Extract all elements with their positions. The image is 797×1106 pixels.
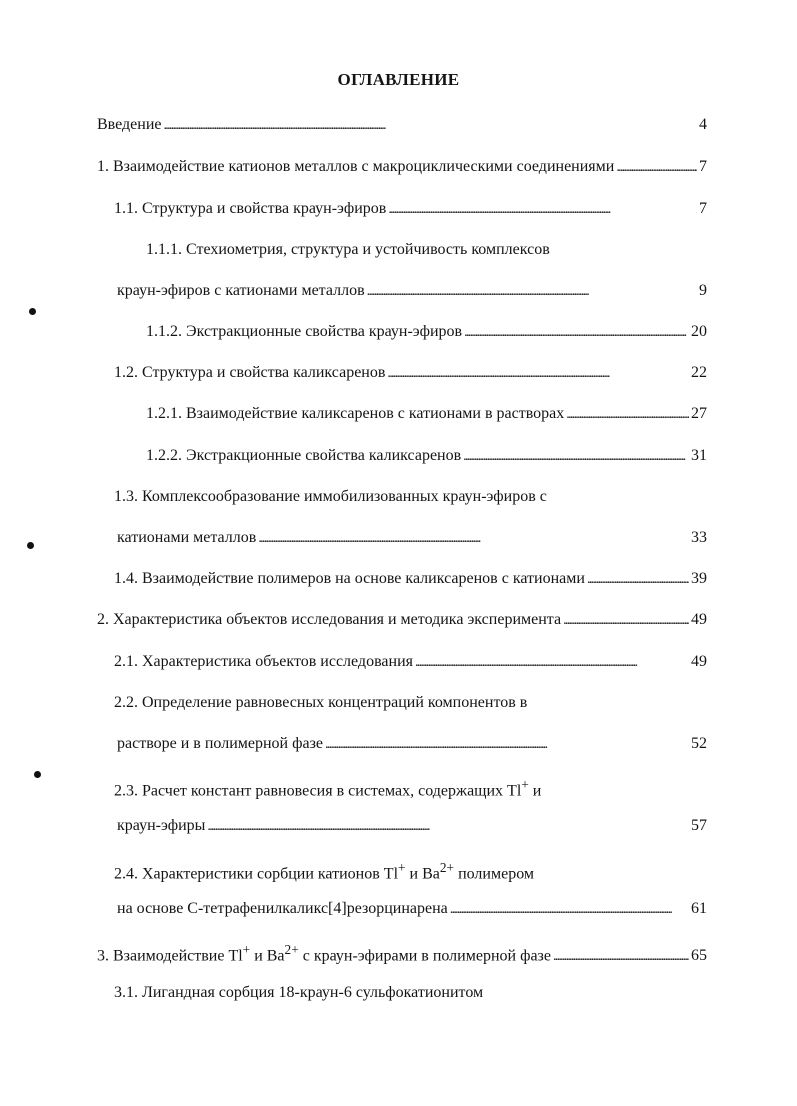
page-number: 57 — [691, 817, 707, 834]
scan-hole-mark — [34, 771, 41, 778]
toc-entry-1-3-cont[interactable] — [117, 527, 707, 549]
page-number: 20 — [691, 323, 707, 340]
entry-text: на основе С-тетрафенилкаликс[4]резорцинарена — [117, 900, 448, 917]
entry-text: 1.2.1. Взаимодействие каликсаренов с катионами в растворах — [146, 405, 565, 422]
toc-entry-2-1[interactable] — [114, 651, 707, 673]
page-number: 4 — [699, 116, 707, 133]
entry-text: Введение — [97, 116, 162, 133]
scan-hole-mark — [29, 308, 36, 315]
entry-text-part: 3. Взаимодействие Tl — [97, 947, 243, 965]
page-number: 49 — [691, 611, 707, 628]
page-number: 61 — [691, 900, 707, 917]
entry-text: 1.2.2. Экстракционные свойства каликсаренов — [146, 447, 462, 464]
entry-text: 3.1. Лигандная сорбция 18-краун-6 сульфокатионитом — [114, 984, 484, 1001]
dot-leader — [566, 403, 689, 426]
dot-leader — [616, 156, 697, 179]
entry-text: 1.1.2. Экстракционные свойства краун-эфиров — [146, 323, 463, 340]
dot-leader — [553, 945, 689, 968]
toc-entry-2-2-cont[interactable] — [117, 733, 707, 755]
entry-text: растворе и в полимерной фазе — [117, 735, 323, 752]
charge-superscript: + — [521, 777, 529, 792]
dot-leader — [387, 362, 689, 385]
entry-text: 1.1. Структура и свойства краун-эфиров — [114, 200, 387, 217]
toc-entry-1-1-2[interactable] — [146, 321, 707, 343]
dot-leader — [563, 609, 689, 632]
toc-entry-2-4-cont[interactable] — [117, 898, 707, 920]
entry-text: 2.2. Определение равновесных концентраций компонентов в — [114, 694, 528, 711]
entry-text: 1. Взаимодействие катионов металлов с макроциклическими соединениями — [97, 158, 615, 175]
entry-text: 1.1.1. Стехиометрия, структура и устойчивость комплексов — [146, 241, 550, 258]
charge-superscript: + — [398, 860, 406, 875]
dot-leader — [207, 815, 689, 838]
entry-text: 1.3. Комплексообразование иммобилизованных краун-эфиров с — [114, 488, 547, 505]
charge-superscript: + — [242, 942, 251, 957]
dot-leader — [450, 898, 689, 921]
toc-entry-1-3[interactable] — [114, 486, 547, 508]
toc-entry-3-1[interactable] — [114, 982, 483, 1004]
entry-text-part: и Ba — [405, 865, 440, 883]
page-number: 33 — [691, 529, 707, 546]
entry-text-part: 2.4. Характеристики сорбции катионов Tl — [114, 865, 399, 883]
entry-text-part: и Ba — [250, 947, 285, 965]
toc-entry-1-2[interactable] — [114, 362, 707, 384]
dot-leader — [463, 445, 689, 468]
entry-text: 1.4. Взаимодействие полимеров на основе каликсаренов с катионами — [114, 570, 585, 587]
page-number: 52 — [691, 735, 707, 752]
charge-superscript: 2+ — [439, 860, 455, 875]
toc-entry-2-2[interactable] — [114, 692, 527, 714]
toc-entry-intro[interactable] — [97, 114, 707, 136]
entry-text: 2. Характеристика объектов исследования и методика эксперимента — [97, 611, 562, 628]
page-number: 65 — [691, 947, 707, 965]
dot-leader — [388, 198, 697, 221]
dot-leader — [415, 651, 689, 674]
entry-text-part: и — [528, 782, 542, 800]
entry-text: краун-эфиров с катионами металлов — [117, 282, 365, 299]
toc-entry-2-3-cont[interactable] — [117, 815, 707, 837]
toc-entry-1-2-1[interactable] — [146, 403, 707, 425]
toc-entry-1-2-2[interactable] — [146, 445, 707, 467]
charge-superscript: 2+ — [284, 942, 299, 957]
page-number: 49 — [691, 653, 707, 670]
entry-text: 1.2. Структура и свойства каликсаренов — [114, 364, 386, 381]
dot-leader — [164, 114, 698, 137]
entry-text: краун-эфиры — [117, 817, 206, 834]
entry-text-part: с краун-эфирами в полимерной фазе — [298, 947, 551, 965]
entry-text-part: полимером — [454, 865, 535, 883]
toc-entry-1-4[interactable] — [114, 568, 707, 590]
toc-entry-2-3[interactable] — [114, 774, 542, 800]
toc-entry-chapter-3[interactable] — [97, 939, 707, 965]
toc-entry-2-4[interactable] — [114, 857, 535, 883]
scan-hole-mark — [27, 542, 34, 549]
dot-leader — [464, 321, 689, 344]
toc-entry-1-1-1[interactable] — [146, 239, 550, 261]
toc-entry-chapter-2[interactable] — [97, 609, 707, 631]
entry-text — [114, 857, 534, 885]
entry-text-part: 2.3. Расчет констант равновесия в системах, содержащих Tl — [114, 782, 522, 800]
page-number: 7 — [699, 200, 707, 217]
page-number: 9 — [699, 282, 707, 299]
page-number: 27 — [691, 405, 707, 422]
page-title: ОГЛАВЛЕНИЕ — [337, 70, 460, 89]
page-number: 39 — [691, 570, 707, 587]
entry-text: катионами металлов — [117, 529, 257, 546]
entry-text — [114, 774, 541, 802]
entry-text — [97, 939, 551, 967]
dot-leader — [587, 568, 689, 591]
dot-leader — [258, 527, 689, 550]
entry-text: 2.1. Характеристика объектов исследования — [114, 653, 413, 670]
page-number: 7 — [699, 158, 707, 175]
dot-leader — [367, 280, 697, 303]
page-number: 31 — [691, 447, 707, 464]
page-number: 22 — [691, 364, 707, 381]
dot-leader — [325, 733, 689, 756]
toc-entry-chapter-1[interactable] — [97, 156, 707, 178]
toc-entry-1-1[interactable] — [114, 198, 707, 220]
toc-entry-1-1-1-cont[interactable] — [117, 280, 707, 302]
